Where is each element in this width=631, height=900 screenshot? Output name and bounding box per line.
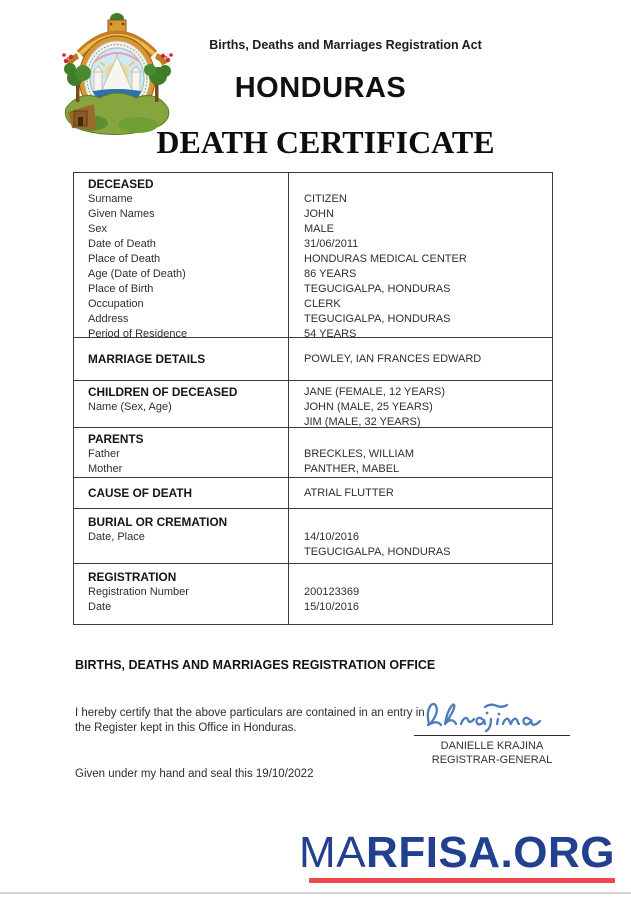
signature-block: [408, 694, 576, 767]
field-label: Place of Birth: [88, 283, 154, 295]
section-burial-or-cremation: [74, 508, 552, 563]
marfisa-logo: [299, 830, 615, 883]
field-value: ATRIAL FLUTTER: [304, 486, 394, 499]
field-value: 54 YEARS: [304, 328, 357, 340]
section-heading: CAUSE OF DEATH: [88, 485, 192, 500]
field-label: Date, Place: [88, 531, 145, 543]
field-label: Father: [88, 448, 120, 460]
document-title: DEATH CERTIFICATE: [156, 124, 495, 160]
field-value: TEGUCIGALPA, HONDURAS: [304, 546, 451, 558]
field-label: Sex: [88, 223, 107, 235]
certificate-table: [73, 172, 553, 625]
field-value: 31/06/2011: [304, 238, 359, 250]
field-value: 15/10/2016: [304, 601, 360, 613]
logo-text-prefix: MA: [299, 828, 367, 877]
section-registration: [74, 563, 552, 624]
field-value: CITIZEN: [304, 193, 347, 205]
section-deceased: [74, 173, 552, 340]
section-marriage-details: [74, 337, 552, 380]
field-value: BRECKLES, WILLIAM: [304, 448, 415, 460]
section-parents: [74, 427, 552, 477]
logo-underline: [309, 878, 615, 883]
field-label: Surname: [88, 193, 133, 205]
certification-statement: I hereby certify that the above particulars are contained in an entry in the Register kept in this Office in Honduras.: [75, 707, 425, 734]
field-label: Place of Death: [88, 253, 161, 265]
field-label: Occupation: [88, 298, 144, 310]
section-heading: REGISTRATION: [88, 570, 177, 584]
field-value: CLERK: [304, 298, 341, 310]
logo-text-suffix: RFISA.ORG: [366, 828, 615, 877]
section-heading: CHILDREN OF DECEASED: [88, 385, 238, 399]
field-label: Period of Residence: [88, 328, 188, 340]
field-value: POWLEY, IAN FRANCES EDWARD: [304, 352, 482, 365]
registrar-signature-icon: [421, 694, 563, 734]
registrar-title: REGISTRAR-GENERAL: [431, 754, 553, 766]
field-value: HONDURAS MEDICAL CENTER: [304, 253, 467, 265]
section-heading: MARRIAGE DETAILS: [88, 351, 206, 366]
field-value: TEGUCIGALPA, HONDURAS: [304, 313, 451, 325]
field-label: Name (Sex, Age): [88, 401, 172, 413]
section-heading: DECEASED: [88, 177, 154, 191]
section-cause-of-death: [74, 477, 552, 508]
field-value: 86 YEARS: [304, 268, 357, 280]
field-label: Mother: [88, 463, 123, 475]
country-title: HONDURAS: [234, 72, 407, 104]
registration-office-heading: BIRTHS, DEATHS AND MARRIAGES REGISTRATION OFFICE: [75, 658, 436, 672]
field-value: 14/10/2016: [304, 531, 360, 543]
field-label: Date: [88, 601, 112, 613]
field-label: Age (Date of Death): [88, 268, 186, 280]
field-value: JOHN: [304, 208, 334, 220]
field-value: JIM (MALE, 32 YEARS): [304, 416, 421, 428]
section-heading: BURIAL OR CREMATION: [88, 515, 228, 529]
field-value: TEGUCIGALPA, HONDURAS: [304, 283, 451, 295]
field-label: Address: [88, 313, 129, 325]
field-label: Registration Number: [88, 586, 189, 598]
section-heading: PARENTS: [88, 432, 144, 446]
field-label: Date of Death: [88, 238, 156, 250]
field-value: JOHN (MALE, 25 YEARS): [304, 401, 433, 413]
seal-date-line: Given under my hand and seal this 19/10/2022: [75, 768, 314, 780]
field-label: Given Names: [88, 208, 155, 220]
field-value: 200123369: [304, 586, 360, 598]
registration-act-heading: Births, Deaths and Marriages Registration Act: [209, 38, 482, 52]
registrar-name: DANIELLE KRAJINA: [440, 740, 544, 752]
section-children: [74, 380, 552, 427]
signature-rule: [414, 735, 570, 736]
field-value: PANTHER, MABEL: [304, 463, 400, 475]
field-value: JANE (FEMALE, 12 YEARS): [304, 386, 446, 398]
field-value: MALE: [304, 223, 334, 235]
page-bottom-divider: [0, 892, 631, 894]
